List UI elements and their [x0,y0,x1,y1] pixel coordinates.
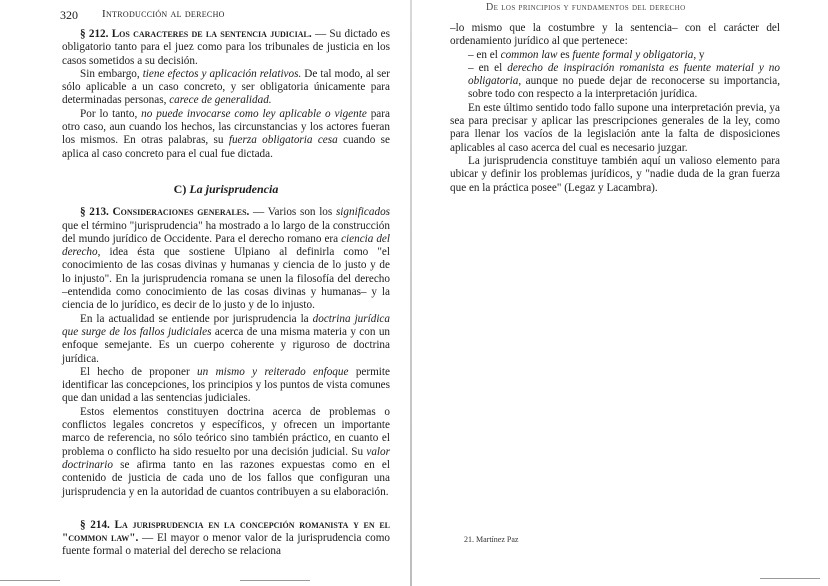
left-column [62,28,390,559]
page-number: 320 [60,8,78,22]
paragraph: La jurisprudencia constituye también aquí un valioso elemento para ubicar y definir los problemas jurídicos, y "nadie duda de la gran fuerza que en la práctica posee" (Legaz y Lacambra). [450,154,780,194]
section-heading: Consideraciones generales. [112,206,250,219]
paragraph: En la actualidad se entiende por jurisprudencia la doctrina jurídica que surge de los fallos judiciales acerca de una misma materia y con un enfoque semejante. Es un cuerpo coherente y riguroso de doctrina jurídica. [62,312,391,365]
section-heading: Los caracteres de la sentencia judicial. [111,28,312,40]
section-213: § 213. Consideraciones generales. — Varios son los significados que el término "jurisprudencia" ha mostrado a lo largo de la construcción del mundo jurídico de Occidente. Para el derecho romano era ciencia del derecho, idea ésta que sostiene Ulpiano al definirla como "el conocimiento de las cosas divinas y humanas y ciencia de lo justo y de lo injusto". En la jurisprudencia romana se unen la filosofía del derecho –entendida como conocimiento de las cosas divinas y humanas– y la ciencia de lo jurídico, es decir de lo justo y de lo injusto. [62,206,391,312]
paragraph: Sin embargo, tiene efectos y aplicación relativos. De tal modo, al ser sólo aplicable a un caso concreto, y ser obligatoria únicamente para determinadas personas, carece de generalidad. [62,67,390,107]
paragraph: Estos elementos constituyen doctrina acerca de problemas o conflictos legales concretos y específicos, y ofrecen un importante marco de referencia, no sólo teórico sino también práctico, en cuanto el problema o conflicto ha sido resuelto por una decisión judicial. Su valor doctrinario se afirma tanto en las razones expuestas como en el contenido de justicia de cada uno de los fallos que configuran una jurisprudencia y en la autoridad de cuantos contribuyen a su elaboración. [62,405,390,498]
right-page [414,0,828,586]
section-heading: La jurisprudencia en la concepción romanista y en el "common law". [62,518,390,545]
paragraph: –lo mismo que la costumbre y la sentencia– con el carácter del ordenamiento jurídico al que pertenece: [450,22,780,48]
list-item: – en el common law es fuente formal y obligatoria, y [468,48,705,61]
paragraph: En este último sentido todo fallo supone una interpretación previa, ya sea para precisar y aplicar las prescripciones generales de la ley, como para llenar los vacíos de la legislación ante la falta de disposiciones aplicables al caso acerca del cual es necesario juzgar. [450,101,780,154]
section-212: § 212. Los caracteres de la sentencia judicial. — Su dictado es obligatorio tanto para el juez como para los tribunales de justicia en los casos sometidos a su decisión. [62,28,390,67]
scan-artifact [0,580,60,581]
scan-artifact [760,578,820,579]
paragraph: Por lo tanto, no puede invocarse como ley aplicable o vigente para otro caso, aun cuando los hechos, las circunstancias y los actores fueran los mismos. En otras palabras, su fuerza obligatoria cesa cuando se aplica al caso concreto para el cual fue dictada. [62,107,390,160]
running-head: Introducción al derecho [102,8,225,20]
subsection-heading: C) La jurisprudencia [173,181,279,196]
page-footer: 21. Martínez Paz [464,535,519,544]
book-gutter [410,0,412,586]
section-214: § 214. La jurisprudencia en la concepción romanista y en el "common law". — El mayor o menor valor de la jurisprudencia como fuente formal o material del derecho se relaciona [62,518,390,558]
scan-artifact [240,580,310,581]
paragraph: El hecho de proponer un mismo y reiterado enfoque permite identificar las concepciones, los principios y los puntos de vista comunes que dan unidad a las sentencias judiciales. [62,365,390,405]
running-head: De los principios y fundamentos del derecho [486,2,686,13]
left-page [0,0,412,586]
list-item: – en el derecho de inspiración romanista es fuente material y no obligatoria, aunque no puede dejar de reconocerse su importancia, sobre todo con respecto a la interpretación jurídica. [468,61,780,101]
right-column [450,22,780,195]
